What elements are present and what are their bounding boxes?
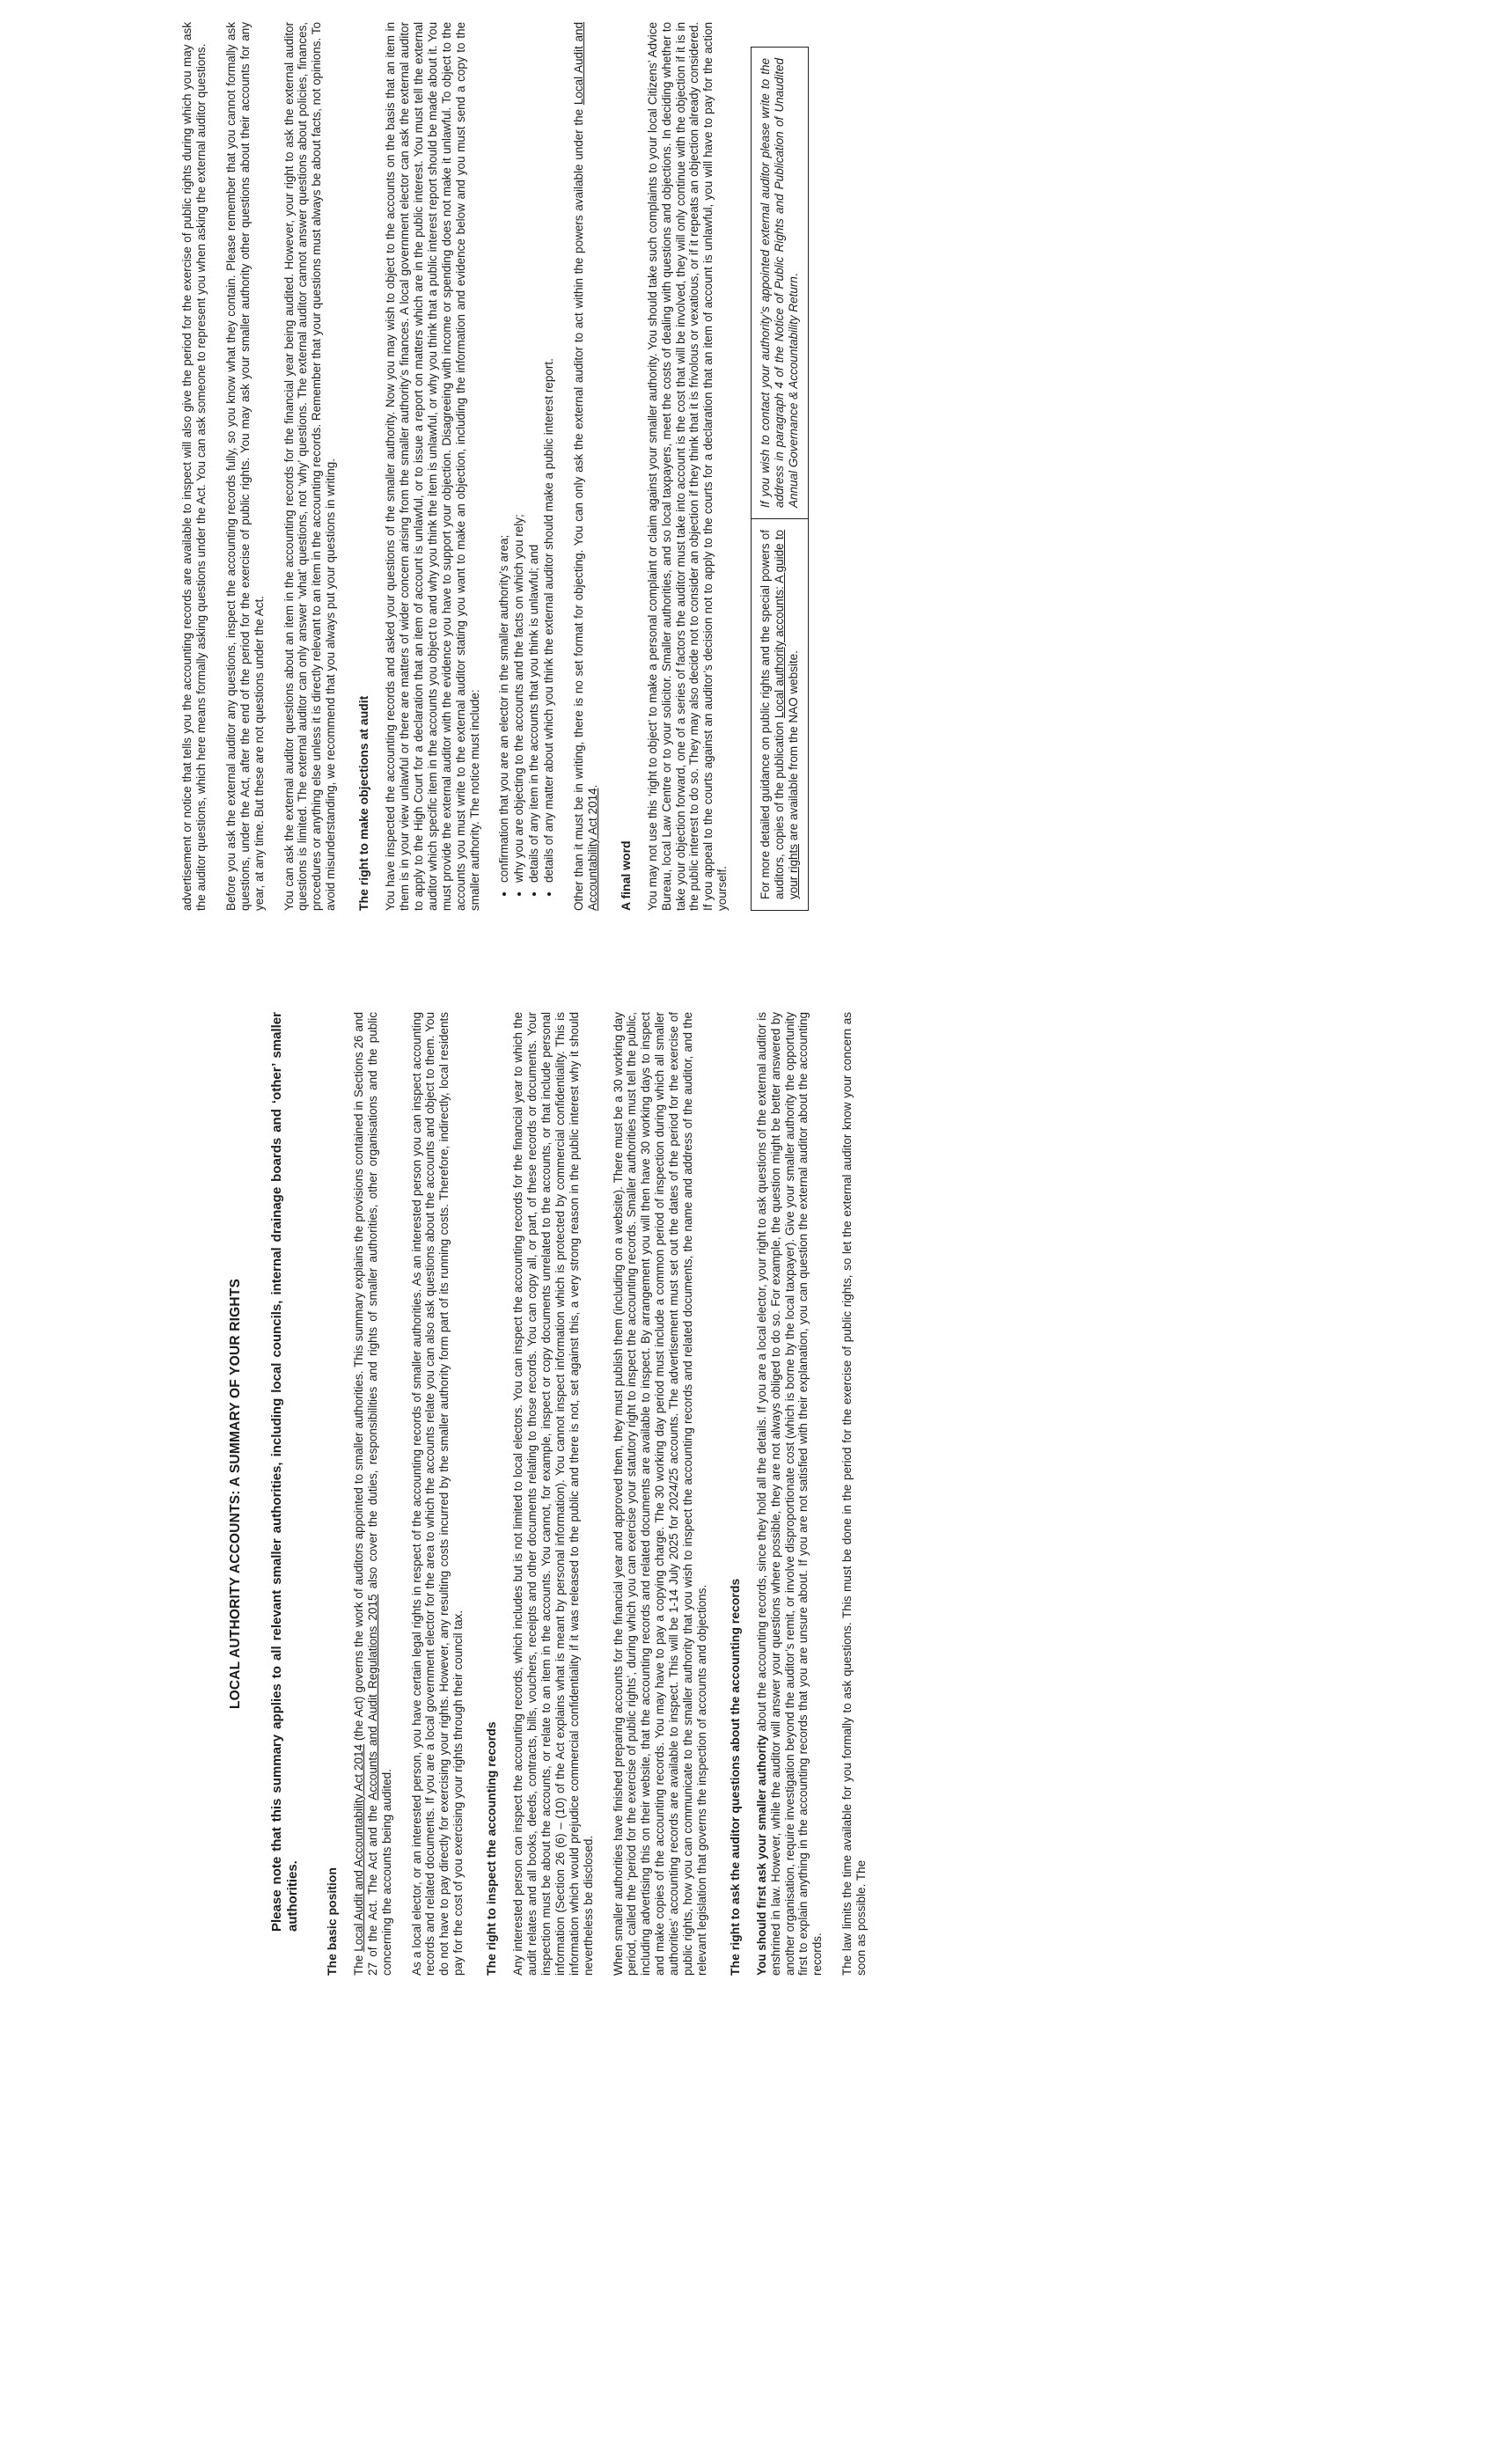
right-column xyxy=(180,22,809,911)
objection-requirements-list xyxy=(497,22,556,911)
list-item: • confirmation that you are an elector in the smaller authority’s area; xyxy=(497,22,511,883)
act-2014-link[interactable]: Local Audit and Accountability Act 2014 xyxy=(351,1743,365,1952)
regulations-2015-link[interactable]: Accounts and Audit Regulations 2015 xyxy=(365,1594,379,1800)
ask-para-1-rest: about the accounting records, since they hold all the details. If you are a local elector, your right to ask questions of the external auditor is enshrined in law. However, while the auditor will answer your questions where possible, they are not always obliged to do so. For example, the question might be better answered by another organisation, require investigation beyond the auditor’s remit, or involve disproportionate cost (which is borne by the local taxpayer). Give your smaller authority the opportunity first to explain anything in the accounting records that you are unsure about. If you are not satisfied with their explanation, you can question the external auditor about the accounting records. xyxy=(754,1012,825,1976)
document-title: LOCAL AUTHORITY ACCOUNTS: A SUMMARY OF YOUR RIGHTS xyxy=(228,1278,243,1710)
guidance-box-right xyxy=(752,48,808,518)
act-2014-link-2[interactable]: Local Audit and Accountability Act 2014 xyxy=(572,21,599,911)
ask-lead-bold: You should first ask your smaller authority xyxy=(754,1734,768,1976)
heading-ask-questions: The right to ask the auditor questions about the accounting records xyxy=(727,1578,742,1976)
contact-text-b: . xyxy=(787,273,801,277)
ask-para-3: advertisement or notice that tells you the accounting records are available to inspect will also give the period for the exercise of public rights during which you may ask the auditor questions, which here means formally asking questions under the Act. You can ask someone to represent you when asking the external auditor questions. xyxy=(180,22,208,911)
heading-final-word: A final word xyxy=(618,840,633,911)
ask-para-2: The law limits the time available for you formally to ask questions. This must be done in the period for the exercise of public rights, so let the external auditor know your concern as soon as possible. The xyxy=(840,1012,869,1976)
guidance-box-left xyxy=(752,518,808,910)
objections-para-2 xyxy=(572,22,600,911)
basic-position-text-a: (the Act) governs the work of auditors appointed to smaller authorities. This summary explains the provisions contained in Sections 26 and 27 of the Act. The Act and the xyxy=(351,1011,379,1976)
basic-position-para-2: As a local elector, or an interested person, you have certain legal rights in respect of the accounting records of smaller authorities. As an interested person you can inspect accounting records and related documents. If you are a local government elector for the area to which the accounts relate you can also ask questions about the accounts and object to them. You do not have to pay directly for exercising your rights. However, any resulting costs incurred by the smaller authority form part of its running costs. Therefore, indirectly, local residents pay for the cost of you exercising your rights through their council tax. xyxy=(409,1012,466,1976)
basic-position-text-b: also cover the duties, responsibilities and rights of smaller authorities, other organisations and the public concerning the accounts being audited. xyxy=(365,1011,393,1976)
final-para-1: You may not use this ‘right to object’ to make a personal complaint or claim against your smaller authority. You should take such complaints to your local Citizens’ Advice Bureau, local Law Centre or to your solicitor. Smaller authorities, and so local taxpayers, meet the costs of dealing with questions and objections. In deciding whether to take your objection forward, one of a series of factors the auditor must take into account is the cost that will be involved, they will only continue with the objection if it is in the public interest to do so. They may also decide not to consider an objection if they think that it is frivolous or vexatious, or if it repeats an objection already considered. If you appeal to the courts against an auditor’s decision not to apply to the courts for a declaration that an item of account is unlawful, you will have to pay for the action yourself. xyxy=(645,22,730,911)
nao-guide-link[interactable]: Local authority accounts: A guide to your rights xyxy=(773,530,801,899)
contact-text-a: If you wish to contact your authority’s appointed external auditor please write to the address in paragraph 4 of the xyxy=(759,58,787,508)
inspect-para-1: Any interested person can inspect the accounting records, which includes but is not limited to local electors. You can inspect the accounting records for the financial year to which the audit relates and all books, deeds, contracts, bills, vouchers, receipts and other documents relating to those records. You can copy all, or part, of these records or documents. Your inspection must be about the accounts, or relate to an item in the accounts. You cannot, for example, inspect or copy documents unrelated to the accounts, or that include personal information (Section 26 (6) – (10) of the Act explains what is meant by personal information). You cannot inspect information which is protected by commercial confidentiality. This is information which would prejudice commercial confidentiality if it was released to the public and there is not, set against this, a very strong reason in the public interest why it should nevertheless be disclosed. xyxy=(511,1012,595,1976)
scope-note: Please note that this summary applies to all relevant smaller authorities, including local councils, internal drainage boards and ‘other’ smaller authorities. xyxy=(268,1012,300,1932)
objections-para-1: You have inspected the accounting records and asked your questions of the smaller authority. Now you may wish to object to the accounts on the basis that an item in them is in your view unlawful or there are matters of wider concern arising from the smaller authority’s finances. A local government elector can ask the external auditor to apply to the High Court for a declaration that an item of account is unlawful, or to issue a report on matters which are in the public interest. You must tell the external auditor which specific item in the accounts you object to and why you think the item is unlawful, or why you think that a public interest report should be made about it. You must provide the external auditor with the evidence you have to support your objection. Disagreeing with income or spending does not make it unlawful. To object to the accounts you must write to the external auditor stating you want to make an objection, including the information and evidence below and you must send a copy to the smaller authority. The notice must include: xyxy=(384,22,481,911)
inspect-para-2: When smaller authorities have finished preparing accounts for the financial year and approved them, they must publish them (including on a website). There must be a 30 working day period, called the ‘period for the exercise of public rights’, during which you can exercise your statutory right to inspect the accounting records. Smaller authorities must tell the public, including advertising this on their website, that the accounting records and related documents are available to inspect. By arrangement you will then have 30 working days to inspect and make copies of the accounting records. You may have to pay a copying charge. The 30 working day period must include a common period of inspection during which all smaller authorities’ accounting records are available to inspect. This will be 1-14 July 2025 for 2024/25 accounts. The advertisement must set out the dates of the period for the exercise of public rights, how you can communicate to the smaller authority that you wish to inspect the accounting records and related documents, the name and address of the auditor, and the relevant legislation that governs the inspection of accounts and objections. xyxy=(611,1012,708,1976)
basic-position-para-1 xyxy=(352,1012,394,1976)
ask-para-1 xyxy=(755,1012,825,1976)
objections-text-a: Other than it must be in writing, there is no set format for objecting. You can only ask the external auditor to act within the powers available under the xyxy=(572,105,586,911)
list-item: • details of any item in the accounts that you think is unlawful; and xyxy=(527,22,541,883)
guidance-box xyxy=(751,47,809,911)
list-item: • why you are objecting to the accounts and the facts on which you rely; xyxy=(512,22,526,883)
left-column xyxy=(180,1012,884,1976)
heading-objections: The right to make objections at audit xyxy=(356,695,371,911)
guidance-text-a: For more detailed guidance on public rights and the special powers of auditors, copies of the publication xyxy=(759,530,787,899)
guidance-text-b: are available from the NAO website. xyxy=(787,650,801,844)
intro-word: The xyxy=(351,1951,365,1976)
notice-title: Notice of Public Rights and Publication of Unaudited Annual Governance & Accountability Return xyxy=(773,58,801,508)
rotated-document xyxy=(180,22,1470,1976)
list-item: • details of any matter about which you think the external auditor should make a public interest report. xyxy=(542,22,556,883)
ask-para-4: Before you ask the external auditor any questions, inspect the accounting records fully, so you know what they contain. Please remember that you cannot formally ask questions, under the Act, after the end of the period for the exercise of public rights. You may ask your smaller authority other questions about their accounts for any year, at any time. But these are not questions under the Act. xyxy=(224,22,266,911)
ask-para-5: You can ask the external auditor questions about an item in the accounting records for the financial year being audited. However, your right to ask the external auditor questions is limited. The external auditor can only answer ‘what’ questions, not ‘why’ questions. The external auditor cannot answer questions about policies, finances, procedures or anything else unless it is directly relevant to an item in the accounting records. Remember that your questions must always be about facts, not opinions. To avoid misunderstanding, we recommend that you always put your questions in writing. xyxy=(282,22,338,911)
heading-inspect: The right to inspect the accounting records xyxy=(484,1721,499,1976)
objections-text-b: . xyxy=(585,784,599,788)
heading-basic-position: The basic position xyxy=(324,1867,339,1976)
